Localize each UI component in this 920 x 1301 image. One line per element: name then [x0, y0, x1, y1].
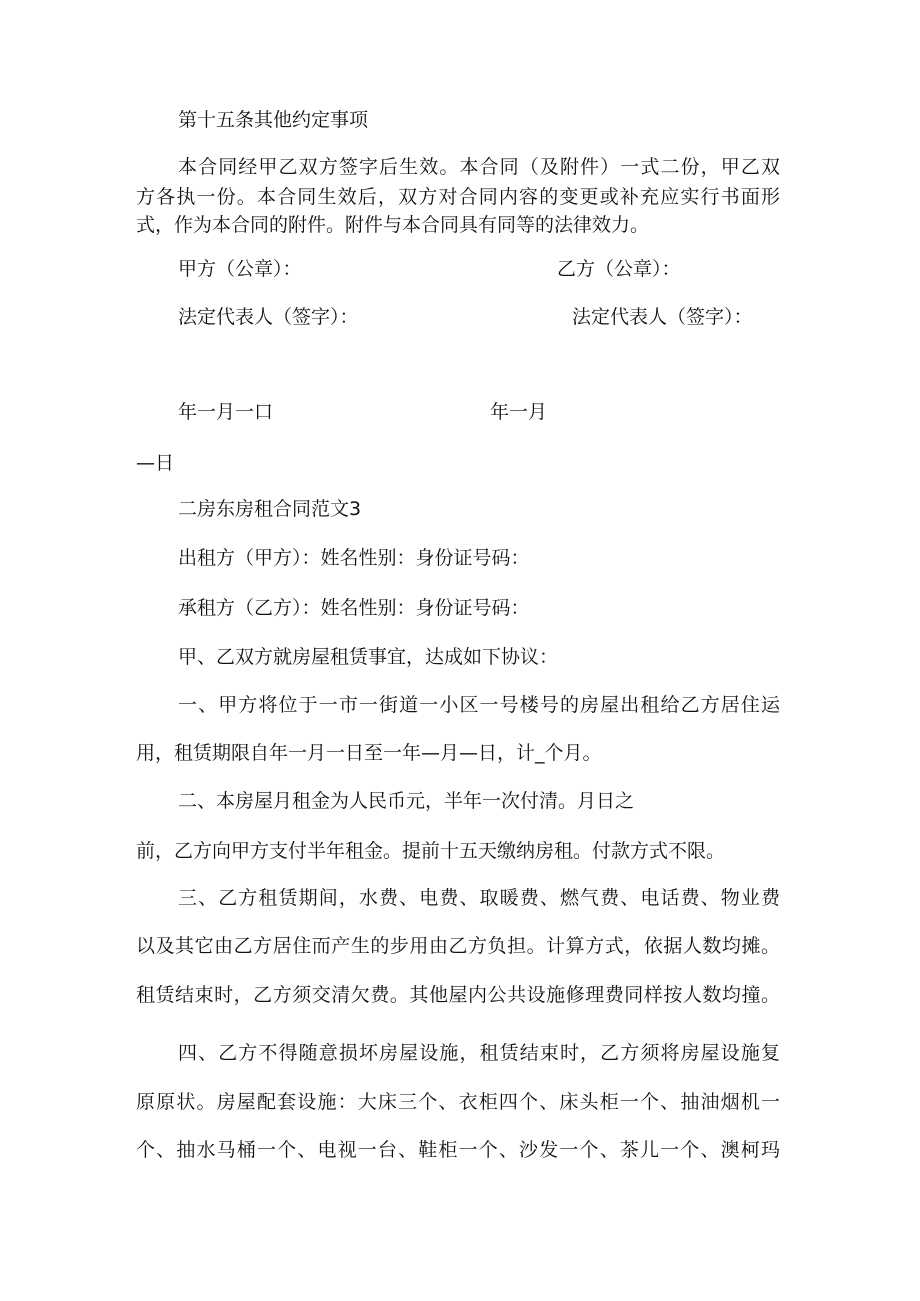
clause-1-line-2: 用，租赁期限自年一月一日至一年—月—日，计_个月。 [136, 742, 602, 764]
lessor-line: 出租方（甲方）：姓名性别：身份证号码： [178, 547, 530, 569]
clause-4-line-2: 原原状。房屋配套设施：大床三个、衣柜四个、床头柜一个、抽油烟机一 [136, 1091, 780, 1113]
clause-3-line-3: 租赁结束时，乙方须交清欠费。其他屋内公共设施修理费同样按人数均撞。 [136, 984, 780, 1006]
agreement-intro: 甲、乙双方就房屋租赁事宜，达成如下协议： [178, 646, 559, 668]
clause-2-line-2: 前，乙方向甲方支付半年租金。提前十五天缴纳房租。付款方式不限。 [136, 840, 726, 862]
lessee-line: 承租方（乙方）：姓名性别：身份证号码： [178, 597, 530, 619]
clause-3-line-2: 以及其它由乙方居住而产生的步用由乙方负担。计算方式，依据人数均摊。 [136, 935, 780, 957]
clause-2-line-1: 二、本房屋月租金为人民币元，半年一次付清。月日之 [178, 790, 635, 812]
clause-1-line-1: 一、甲方将位于一市一街道一小区一号楼号的房屋出租给乙方居住运 [178, 694, 780, 716]
party-b-representative-label: 法定代表人（签字）： [572, 306, 753, 328]
article-15-para-line-1: 本合同经甲乙双方签字后生效。本合同（及附件）一式二份，甲乙双 [178, 156, 780, 178]
clause-3-line-1: 三、乙方租赁期间，水费、电费、取暖费、燃气费、电话费、物业费 [178, 887, 780, 909]
contract-title: 二房东房租合同范文3 [178, 498, 362, 520]
article-15-para-line-2: 方各执一份。本合同生效后，双方对合同内容的变更或补充应实行书面形 [136, 186, 780, 208]
clause-4-line-3: 个、抽水马桶一个、电视一台、鞋柜一个、沙发一个、茶儿一个、澳柯玛 [136, 1139, 780, 1161]
article-15-heading: 第十五条其他约定事项 [178, 109, 369, 131]
party-a-representative-label: 法定代表人（签字）： [178, 306, 359, 328]
party-a-seal-label: 甲方（公章）： [178, 258, 302, 280]
party-b-date-day: —日 [136, 452, 175, 474]
article-15-para-line-3: 式，作为本合同的附件。附件与本合同具有同等的法律效力。 [136, 214, 650, 236]
clause-4-line-1: 四、乙方不得随意损坏房屋设施，租赁结束时，乙方须将房屋设施复 [178, 1042, 780, 1064]
party-b-date: 年一月 [490, 401, 548, 423]
party-a-date: 年一月一口 [178, 401, 274, 423]
party-b-seal-label: 乙方（公章）： [557, 258, 681, 280]
